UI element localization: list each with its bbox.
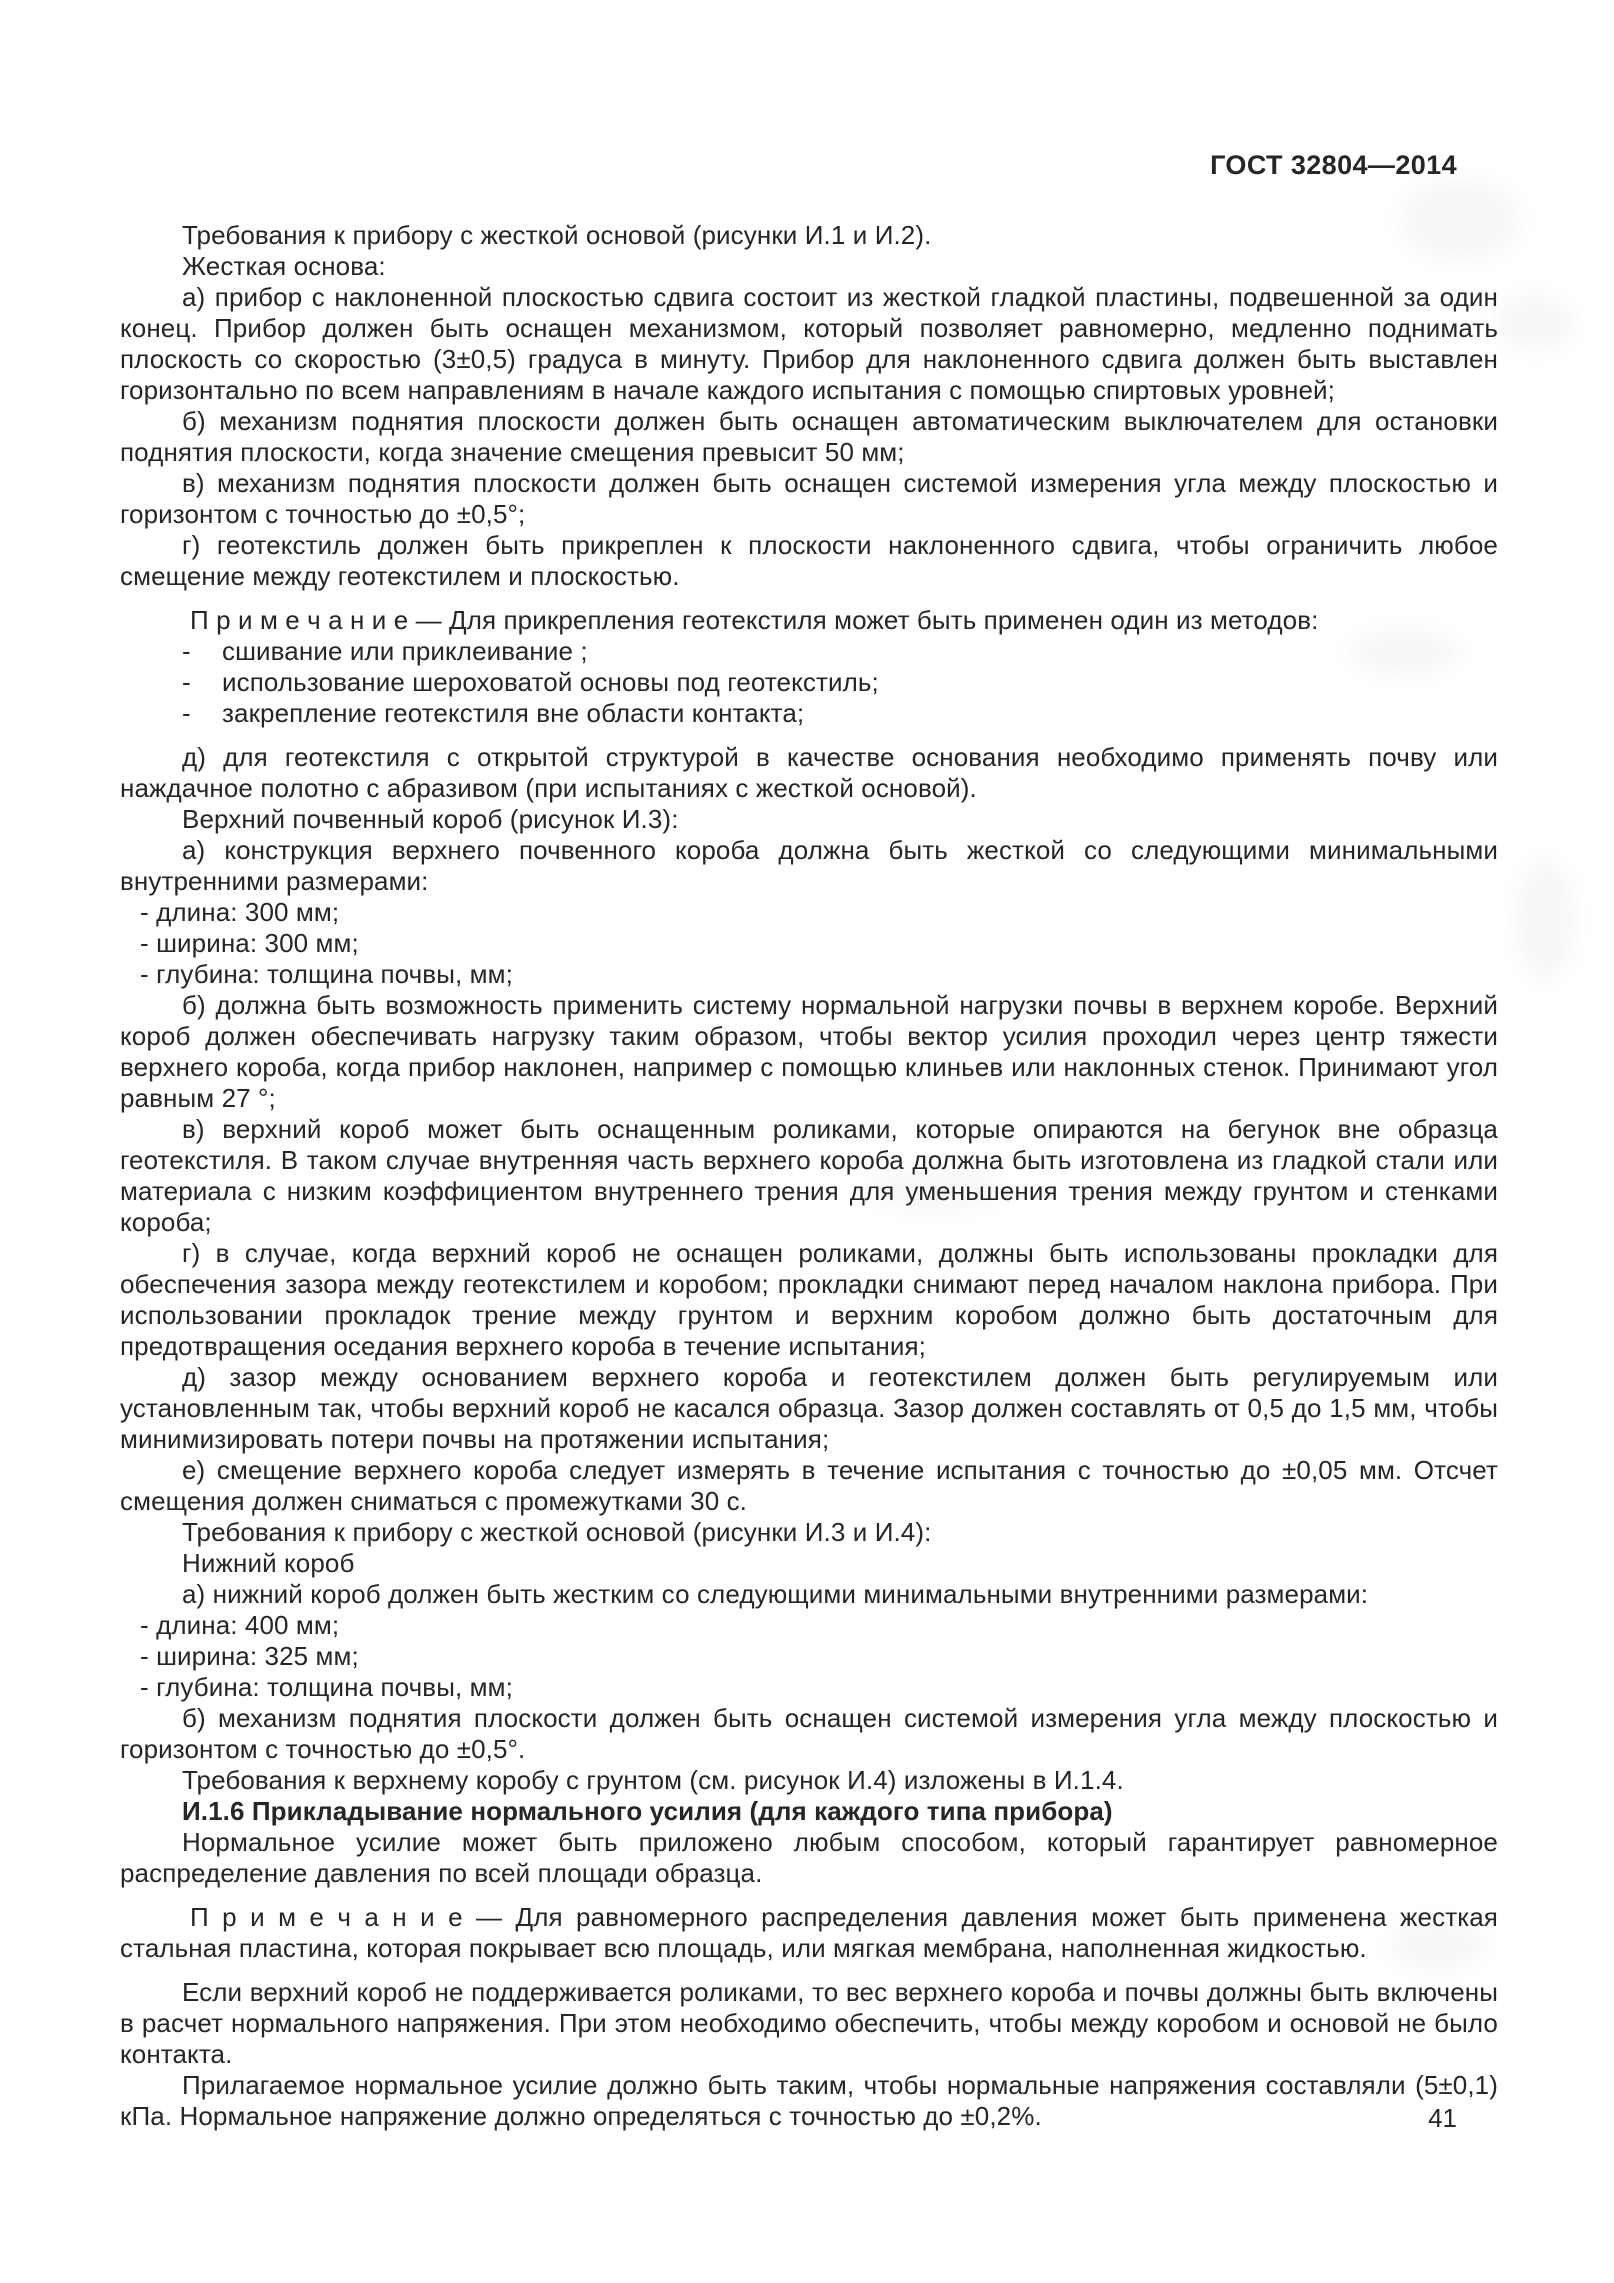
paragraph: в) механизм поднятия плоскости должен быть оснащен системой измерения угла между плоскостью и горизонтом с точностью до ±0,5°; xyxy=(120,468,1498,529)
document-header-title: ГОСТ 32804—2014 xyxy=(1210,150,1457,180)
paragraph: б) механизм поднятия плоскости должен быть оснащен системой измерения угла между плоскостью и горизонтом с точностью до ±0,5°. xyxy=(120,1703,1498,1764)
paragraph: а) прибор с наклоненной плоскостью сдвига состоит из жесткой гладкой пластины, подвешенной за один конец. Прибор должен быть оснащен механизмом, который позволяет равномерно, медленно поднимать плоскость со скоростью (3±0,5) градуса в минуту. Прибор для наклоненного сдвига должен быть выставлен горизонтально по всем направлениям в начале каждого испытания с помощью спиртовых уровней; xyxy=(120,282,1498,405)
list-item-text: использование шероховатой основы под геотекстиль; xyxy=(222,667,879,697)
paragraph: Требования к прибору с жесткой основой (рисунки И.3 и И.4): xyxy=(182,1517,932,1547)
document-body xyxy=(120,220,1498,2132)
paragraph: е) смещение верхнего короба следует измерять в течение испытания с точностью до ±0,05 мм. Отсчет смещения должен сниматься с промежутками 30 с. xyxy=(120,1455,1498,1516)
paragraph: г) в случае, когда верхний короб не оснащен роликами, должны быть использованы прокладки для обеспечения зазора между геотекстилем и коробом; прокладки снимают перед началом наклона прибора. При использовании прокладок трение между грунтом и верхним коробом должно быть достаточным для предотвращения оседания верхнего короба в течение испытания; xyxy=(120,1238,1498,1361)
note-paragraph: П р и м е ч а н и е — Для прикрепления геотекстиля может быть применен один из методов: xyxy=(190,605,1319,635)
paragraph: д) зазор между основанием верхнего короба и геотекстилем должен быть регулируемым или установленным так, чтобы верхний короб не касался образца. Зазор должен составлять от 0,5 до 1,5 мм, чтобы минимизировать потери почвы на протяжении испытания; xyxy=(120,1362,1498,1454)
paragraph: в) верхний короб может быть оснащенным роликами, которые опираются на бегунок вне образца геотекстиля. В таком случае внутренняя часть верхнего короба должна быть изготовлена из гладкой стали или материала с низким коэффициентом внутреннего трения для уменьшения трения между грунтом и стенками короба; xyxy=(120,1114,1498,1237)
note-list-item xyxy=(120,636,1498,667)
dimension-list-item: - ширина: 300 мм; xyxy=(140,928,359,958)
dimension-list-item: - глубина: толщина почвы, мм; xyxy=(140,959,513,989)
note-list-item xyxy=(120,667,1498,698)
list-dash: - xyxy=(182,636,191,666)
note-paragraph: П р и м е ч а н и е — Для равномерного распределения давления может быть применена жесткая стальная пластина, которая покрывает всю площадь, или мягкая мембрана, наполненная жидкостью. xyxy=(120,1902,1498,1963)
list-dash: - xyxy=(182,667,191,697)
section-heading: И.1.6 Прикладывание нормального усилия (для каждого типа прибора) xyxy=(182,1796,1113,1826)
list-item-text: сшивание или приклеивание ; xyxy=(222,636,588,666)
note-list-item xyxy=(120,698,1498,729)
paragraph: д) для геотекстиля с открытой структурой в качестве основания необходимо применять почву или наждачное полотно с абразивом (при испытаниях с жесткой основой). xyxy=(120,742,1498,803)
paragraph: г) геотекстиль должен быть прикреплен к плоскости наклоненного сдвига, чтобы ограничить любое смещение между геотекстилем и плоскостью. xyxy=(120,530,1498,591)
page-number: 41 xyxy=(1428,2103,1457,2133)
dimension-list-item: - ширина: 325 мм; xyxy=(140,1641,359,1671)
paragraph: Жесткая основа: xyxy=(182,251,386,281)
paragraph: Требования к верхнему коробу с грунтом (см. рисунок И.4) изложены в И.1.4. xyxy=(182,1765,1124,1795)
dimension-list-item: - длина: 400 мм; xyxy=(140,1610,340,1640)
list-dash: - xyxy=(182,698,191,728)
paragraph: а) конструкция верхнего почвенного короба должна быть жесткой со следующими минимальными внутренними размерами: xyxy=(120,835,1498,896)
paragraph: Если верхний короб не поддерживается роликами, то вес верхнего короба и почвы должны быть включены в расчет нормального напряжения. При этом необходимо обеспечить, чтобы между коробом и основой не было контакта. xyxy=(120,1977,1498,2069)
paragraph: Верхний почвенный короб (рисунок И.3): xyxy=(182,804,679,834)
paragraph: Прилагаемое нормальное усилие должно быть таким, чтобы нормальные напряжения составляли (5±0,1) кПа. Нормальное напряжение должно определяться с точностью до ±0,2%. xyxy=(120,2070,1498,2131)
paragraph: Нормальное усилие может быть приложено любым способом, который гарантирует равномерное распределение давления по всей площади образца. xyxy=(120,1827,1498,1888)
paragraph: Требования к прибору с жесткой основой (рисунки И.1 и И.2). xyxy=(182,220,932,250)
scan-smudge xyxy=(1495,295,1575,350)
dimension-list-item: - глубина: толщина почвы, мм; xyxy=(140,1672,513,1702)
scan-smudge xyxy=(1515,860,1575,980)
dimension-list-item: - длина: 300 мм; xyxy=(140,897,340,927)
list-item-text: закрепление геотекстиля вне области контакта; xyxy=(222,698,805,728)
paragraph: Нижний короб xyxy=(182,1548,355,1578)
paragraph: б) механизм поднятия плоскости должен быть оснащен автоматическим выключателем для остановки поднятия плоскости, когда значение смещения превысит 50 мм; xyxy=(120,406,1498,467)
paragraph: б) должна быть возможность применить систему нормальной нагрузки почвы в верхнем коробе. Верхний короб должен обеспечивать нагрузку таким образом, чтобы вектор усилия проходил через центр тяжести верхнего короба, когда прибор наклонен, например с помощью клиньев или наклонных стенок. Принимают угол равным 27 °; xyxy=(120,990,1498,1113)
paragraph: а) нижний короб должен быть жестким со следующими минимальными внутренними размерами: xyxy=(182,1579,1369,1609)
